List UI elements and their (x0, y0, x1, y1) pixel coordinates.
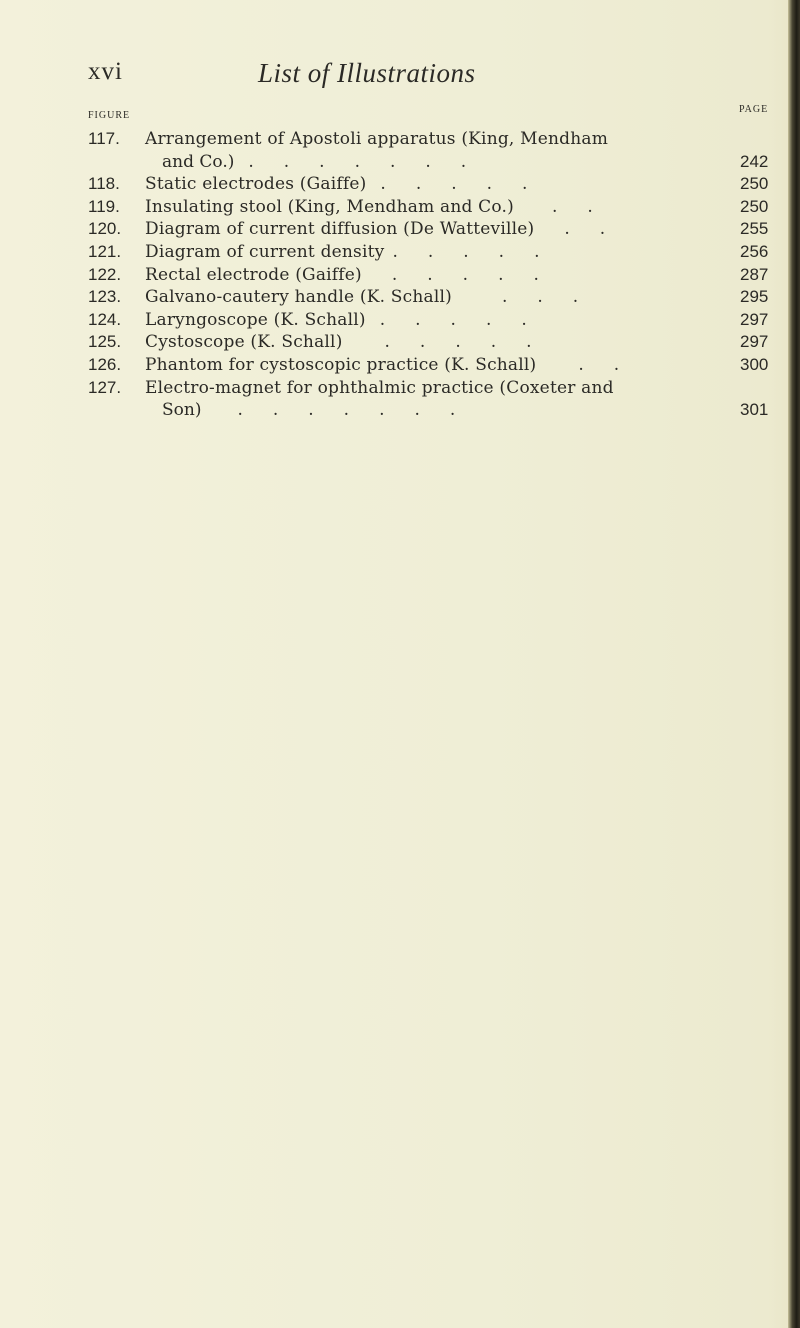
entry-title: Diagram of current density ..... (145, 241, 570, 262)
page-reference: 297 (740, 309, 769, 329)
entry-title-line-1: Arrangement of Apostoli apparatus (King, Mendham (145, 129, 609, 149)
page-reference: 242 (740, 151, 769, 171)
figure-column-header: FIGURE (88, 110, 131, 121)
page-number: xvi (88, 58, 123, 85)
list-item (0, 173, 800, 196)
page-reference: 250 (740, 174, 769, 194)
page-reference: 295 (740, 287, 769, 307)
list-item (0, 196, 800, 219)
list-item (0, 377, 800, 422)
figure-number: 124. (88, 309, 122, 329)
entry-title: Cystoscope (K. Schall) ..... (145, 332, 562, 353)
list-item (0, 331, 800, 354)
entry-title-line-2: and Co.) ....... (162, 151, 497, 172)
list-item (0, 354, 800, 377)
page-reference: 300 (740, 354, 769, 374)
page-reference: 287 (740, 264, 769, 284)
entry-title-line-1: Electro-magnet for ophthalmic practice (Coxeter and (145, 377, 614, 398)
page-reference: 297 (740, 332, 769, 352)
list-item (0, 218, 800, 241)
running-head-title: List of Illustrations (258, 58, 476, 88)
figure-number: 123. (88, 287, 122, 307)
page-column-header: PAGE (739, 104, 769, 115)
entry-title: Insulating stool (King, Mendham and Co.) .. (145, 196, 623, 217)
page-reference: 256 (740, 241, 769, 261)
entry-title: Rectal electrode (Gaiffe) ..... (145, 264, 569, 285)
list-item (0, 286, 800, 309)
figure-number: 117. (88, 129, 120, 148)
entry-title: Diagram of current diffusion (De Watteville) .. (145, 219, 636, 240)
page-reference: 255 (740, 219, 769, 239)
figure-number: 119. (88, 196, 120, 216)
entry-title: Laryngoscope (K. Schall) ..... (145, 309, 557, 330)
figure-number: 126. (88, 354, 122, 374)
page-reference: 250 (740, 196, 769, 216)
list-item (0, 128, 800, 173)
list-item (0, 264, 800, 287)
entry-title: Galvano-cautery handle (K. Schall) ... (145, 287, 609, 308)
entry-title: Phantom for cystoscopic practice (K. Schall) .. (145, 354, 650, 375)
figure-number: 125. (88, 332, 122, 352)
list-item (0, 309, 800, 332)
running-head (0, 58, 800, 98)
figure-number: 120. (88, 219, 122, 239)
page-reference: 301 (740, 400, 769, 420)
list-item (0, 241, 800, 264)
column-headers (0, 104, 800, 124)
figure-number: 118. (88, 174, 120, 194)
entry-title: Static electrodes (Gaiffe) ..... (145, 174, 558, 195)
entry-title-line-2: Son) ....... (162, 400, 486, 421)
figure-number: 122. (88, 264, 122, 284)
figure-number: 121. (88, 241, 122, 261)
figure-number: 127. (88, 377, 122, 397)
illustration-list (0, 128, 800, 422)
